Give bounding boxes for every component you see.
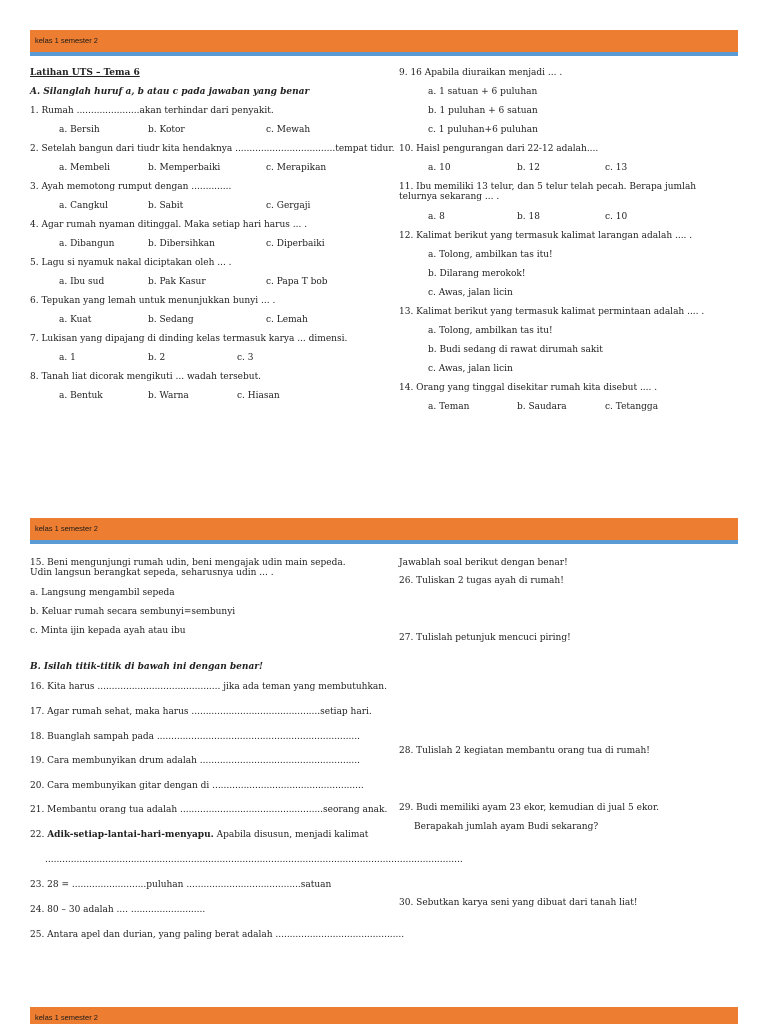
q13-option-a: a. Tolong, ambilkan tas itu! (428, 326, 553, 336)
q7-option-c: c. 3 (237, 353, 254, 363)
q9-option-b: b. 1 puluhan + 6 satuan (428, 106, 538, 116)
question-21: 21. Membantu orang tua adalah ..................................................seorang anak. (30, 805, 388, 815)
question-18: 18. Buanglah sampah pada ....................................................................... (30, 732, 360, 742)
q5-option-a: a. Ibu sud (59, 277, 105, 287)
question-28: 28. Tulislah 2 kegiatan membantu orang tua di rumah! (399, 746, 650, 756)
q5-option-c: c. Papa T bob (266, 277, 328, 287)
q12-option-b: b. Dilarang merokok! (428, 269, 526, 279)
q12-option-c: c. Awas, jalan licin (428, 288, 513, 298)
q4-option-c: c. Diperbaiki (266, 239, 325, 249)
question-2: 2. Setelah bangun dari tiudr kita hendaknya ...................................tempat tidur. (30, 144, 395, 154)
q7-option-a: a. 1 (59, 353, 76, 363)
question-9: 9. 16 Apabila diuraikan menjadi ... . (399, 68, 563, 78)
header-label: kelas 1 semester 2 (35, 1013, 98, 1022)
header-stripe (30, 52, 738, 56)
q6-option-b: b. Sedang (148, 315, 194, 325)
q14-option-a: a. Teman (428, 402, 470, 412)
q2-option-a: a. Membeli (59, 163, 111, 173)
q22-instruction: Apabila disusun, menjadi kalimat (213, 830, 369, 840)
question-16: 16. Kita harus ........................................... jika ada teman yang membutuhkan. (30, 682, 387, 692)
question-12: 12. Kalimat berikut yang termasuk kalimat larangan adalah .... . (399, 231, 693, 241)
q8-option-c: c. Hiasan (237, 391, 280, 401)
q3-option-b: b. Sabit (148, 201, 184, 211)
question-1: 1. Rumah ......................akan terhindar dari penyakit. (30, 106, 274, 116)
question-24: 24. 80 – 30 adalah .... .......................... (30, 905, 206, 915)
question-17: 17. Agar rumah sehat, maka harus .............................................setiap hari. (30, 707, 372, 717)
q1-option-b: b. Kotor (148, 125, 185, 135)
question-6: 6. Tepukan yang lemah untuk menunjukkan bunyi ... . (30, 296, 276, 306)
q9-option-a: a. 1 satuan + 6 puluhan (428, 87, 538, 97)
q3-option-c: c. Gergaji (266, 201, 311, 211)
q14-option-b: b. Saudara (517, 402, 567, 412)
header-label: kelas 1 semester 2 (35, 36, 98, 45)
question-29: 29. Budi memiliki ayam 23 ekor, kemudian di jual 5 ekor. (399, 803, 659, 813)
page-header-band-2 (30, 518, 738, 540)
q13-option-c: c. Awas, jalan licin (428, 364, 513, 374)
section-b-instruction: B. Isilah titik-titik di bawah ini dengan benar! (30, 662, 263, 672)
header-label: kelas 1 semester 2 (35, 524, 98, 533)
question-29-part-b: Berapakah jumlah ayam Budi sekarang? (414, 822, 599, 832)
page-header-band (30, 30, 738, 52)
question-7: 7. Lukisan yang dipajang di dinding kelas termasuk karya ... dimensi. (30, 334, 348, 344)
question-30: 30. Sebutkan karya seni yang dibuat dari tanah liat! (399, 898, 638, 908)
q10-option-c: c. 13 (605, 163, 628, 173)
page-header-band-3 (30, 1007, 738, 1024)
q7-option-b: b. 2 (148, 353, 166, 363)
q8-option-a: a. Bentuk (59, 391, 103, 401)
q12-option-a: a. Tolong, ambilkan tas itu! (428, 250, 553, 260)
q11-option-b: b. 18 (517, 212, 540, 222)
q6-option-c: c. Lemah (266, 315, 308, 325)
question-8: 8. Tanah liat dicorak mengikuti ... wadah tersebut. (30, 372, 262, 382)
question-26: 26. Tuliskan 2 tugas ayah di rumah! (399, 576, 564, 586)
question-14: 14. Orang yang tinggal disekitar rumah kita disebut .... . (399, 383, 658, 393)
question-23: 23. 28 = ..........................puluhan ........................................satuan (30, 880, 332, 890)
section-a-instruction: A. Silanglah huruf a, b atau c pada jawaban yang benar (30, 87, 310, 97)
question-20: 20. Cara membunyikan gitar dengan di ..................................................... (30, 781, 364, 791)
question-15: 15. Beni mengunjungi rumah udin, beni mengajak udin main sepeda. Udin langsun berangkat sepeda, seharusnya udin ... . (30, 558, 346, 578)
q11-option-a: a. 8 (428, 212, 445, 222)
question-25: 25. Antara apel dan durian, yang paling berat adalah ............................................. (30, 930, 405, 940)
q1-option-a: a. Bersih (59, 125, 100, 135)
q4-option-b: b. Dibersihkan (148, 239, 215, 249)
question-13: 13. Kalimat berikut yang termasuk kalimat permintaan adalah .... . (399, 307, 705, 317)
q1-option-c: c. Mewah (266, 125, 311, 135)
q2-option-c: c. Merapikan (266, 163, 327, 173)
q13-option-b: b. Budi sedang di rawat dirumah sakit (428, 345, 603, 355)
worksheet-title: Latihan UTS – Tema 6 (30, 68, 140, 78)
q15-option-b: b. Keluar rumah secara sembunyi=sembunyi (30, 607, 236, 617)
question-19: 19. Cara membunyikan drum adalah ........................................................ (30, 756, 360, 766)
question-10: 10. Haisl pengurangan dari 22-12 adalah.... (399, 144, 599, 154)
q10-option-a: a. 10 (428, 163, 451, 173)
q8-option-b: b. Warna (148, 391, 189, 401)
q22-answer-line: .................................................................................................................................................. (45, 855, 463, 865)
q2-option-b: b. Memperbaiki (148, 163, 221, 173)
q11-option-c: c. 10 (605, 212, 628, 222)
q6-option-a: a. Kuat (59, 315, 92, 325)
q15-option-c: c. Minta ijin kepada ayah atau ibu (30, 626, 186, 636)
q22-scrambled-words: Adik-setiap-lantai-hari-menyapu. (47, 830, 214, 840)
essay-instruction: Jawablah soal berikut dengan benar! (399, 558, 568, 568)
q10-option-b: b. 12 (517, 163, 540, 173)
question-4: 4. Agar rumah nyaman ditinggal. Maka setiap hari harus ... . (30, 220, 308, 230)
header-stripe-2 (30, 540, 738, 544)
q22-number: 22. (30, 830, 48, 840)
question-22 (30, 830, 368, 841)
q15-option-a: a. Langsung mengambil sepeda (30, 588, 175, 598)
q9-option-c: c. 1 puluhan+6 puluhan (428, 125, 538, 135)
question-11: 11. Ibu memiliki 13 telur, dan 5 telur telah pecah. Berapa jumlah telurnya sekarang ... . (399, 182, 697, 202)
q14-option-c: c. Tetangga (605, 402, 659, 412)
question-3: 3. Ayah memotong rumput dengan .............. (30, 182, 232, 192)
question-5: 5. Lagu si nyamuk nakal diciptakan oleh ... . (30, 258, 232, 268)
q5-option-b: b. Pak Kasur (148, 277, 206, 287)
question-27: 27. Tulislah petunjuk mencuci piring! (399, 633, 571, 643)
q4-option-a: a. Dibangun (59, 239, 115, 249)
q3-option-a: a. Cangkul (59, 201, 109, 211)
